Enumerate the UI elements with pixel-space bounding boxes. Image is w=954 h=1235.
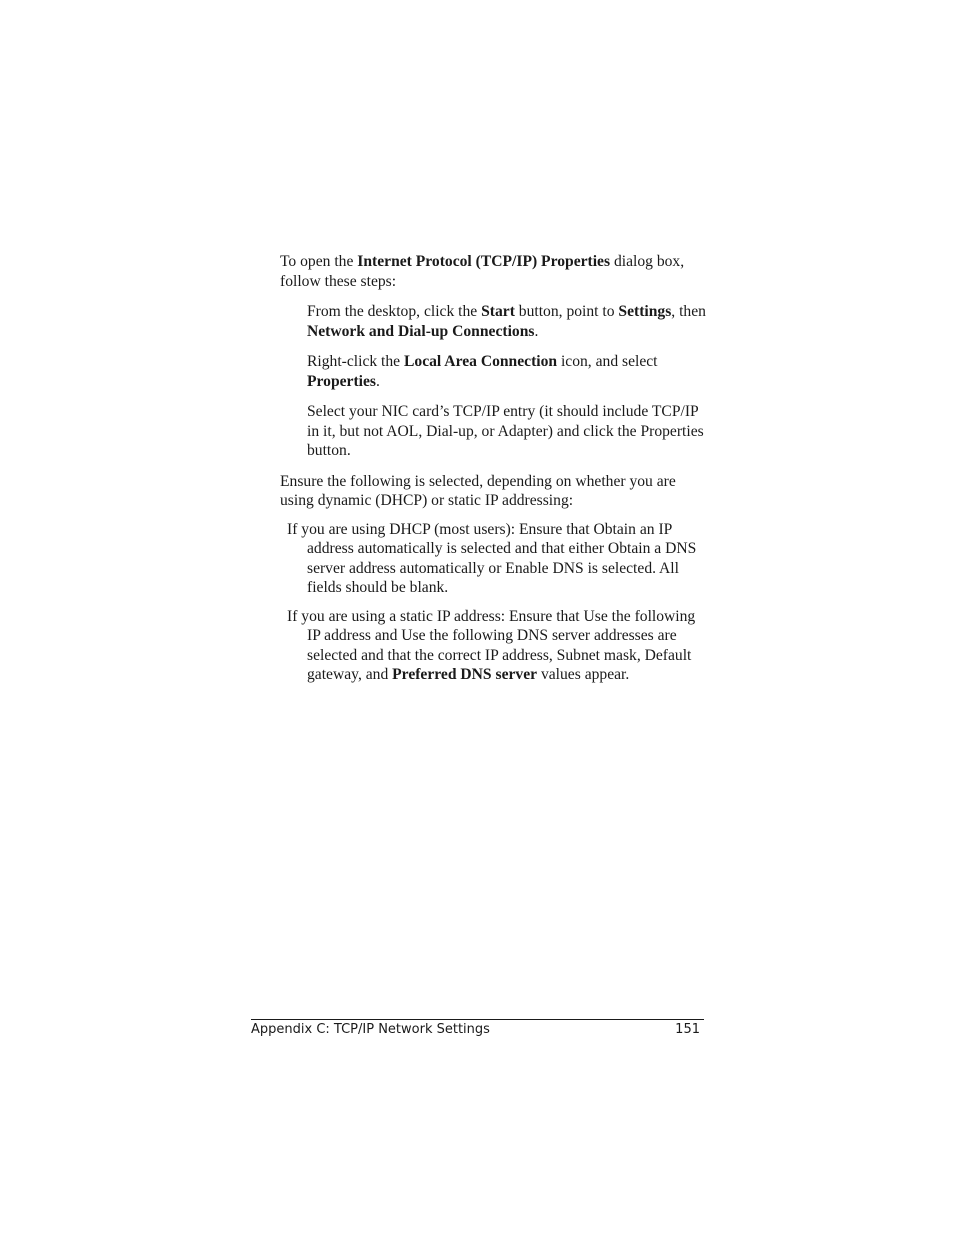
step-3: Select your NIC card’s TCP/IP entry (it should include TCP/IP in it, but not AOL, Dial-up, or Adapter) and click the Properties button. bbox=[307, 403, 704, 459]
page-content bbox=[280, 252, 710, 694]
intro-paragraph: To open the Internet Protocol (TCP/IP) Properties dialog box, follow these steps: bbox=[280, 253, 685, 290]
page-footer bbox=[251, 1019, 704, 1037]
step-2: Right-click the Local Area Connection icon, and select Properties. bbox=[307, 353, 658, 390]
step-1: From the desktop, click the Start button, point to Settings, then Network and Dial-up Connections. bbox=[307, 303, 706, 340]
bullet-static-ip: If you are using a static IP address: Ensure that Use the following IP address and Use the following DNS server addresses are selected and that the correct IP address, Subnet mask, Default gateway, and Preferred DNS server values appear. bbox=[287, 607, 696, 683]
ensure-paragraph: Ensure the following is selected, depending on whether you are using dynamic (DHCP) or static IP addressing: bbox=[280, 472, 676, 509]
bullet-dhcp: If you are using DHCP (most users): Ensure that Obtain an IP address automatically is selected and that either Obtain a DNS server address automatically or Enable DNS is selected. All fields should be blank. bbox=[287, 520, 697, 596]
footer-page-number: 151 bbox=[675, 1022, 700, 1037]
footer-chapter-title: Appendix C: TCP/IP Network Settings bbox=[251, 1022, 490, 1037]
